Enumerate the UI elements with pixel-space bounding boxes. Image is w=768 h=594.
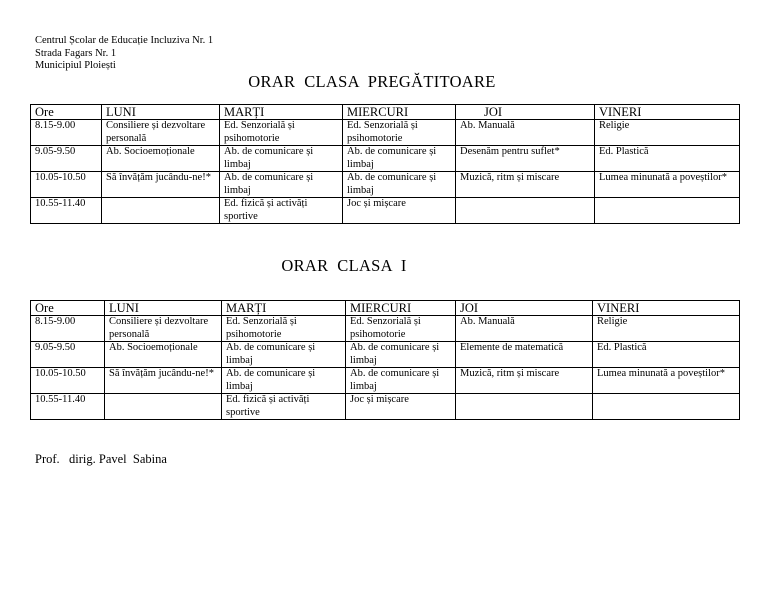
table-row bbox=[31, 198, 740, 224]
cell-thursday bbox=[456, 198, 595, 224]
cell-thursday: Elemente de matematică bbox=[456, 342, 593, 368]
cell-thursday: Desenăm pentru suflet* bbox=[456, 146, 595, 172]
column-header-thursday: JOI bbox=[456, 301, 593, 316]
cell-friday: Ed. Plastică bbox=[595, 146, 740, 172]
schedule-title-preparatory: ORAR CLASA PREGĂTITOARE bbox=[248, 72, 496, 91]
school-city: Municipiul Ploiești bbox=[35, 60, 116, 71]
cell-friday: Religie bbox=[593, 316, 740, 342]
table-row bbox=[31, 146, 740, 172]
cell-monday: Consiliere și dezvoltare personală bbox=[105, 316, 222, 342]
cell-tuesday: Ab. de comunicare și limbaj bbox=[222, 368, 346, 394]
table-row bbox=[31, 120, 740, 146]
cell-tuesday: Ed. Senzorială și psihomotorie bbox=[222, 316, 346, 342]
cell-hours: 10.55-11.40 bbox=[31, 198, 102, 224]
cell-wednesday: Joc și mișcare bbox=[346, 394, 456, 420]
cell-thursday bbox=[456, 394, 593, 420]
column-header-friday: VINERI bbox=[595, 105, 740, 120]
cell-monday: Să învățăm jucându-ne!* bbox=[105, 368, 222, 394]
table-row bbox=[31, 342, 740, 368]
cell-hours: 9.05-9.50 bbox=[31, 146, 102, 172]
cell-thursday: Muzică, ritm și miscare bbox=[456, 368, 593, 394]
cell-monday bbox=[105, 394, 222, 420]
cell-hours: 8.15-9.00 bbox=[31, 120, 102, 146]
school-header bbox=[35, 35, 213, 73]
cell-wednesday: Ab. de comunicare și limbaj bbox=[346, 368, 456, 394]
cell-tuesday: Ed. fizică și activăți sportive bbox=[222, 394, 346, 420]
cell-friday: Religie bbox=[595, 120, 740, 146]
cell-hours: 10.05-10.50 bbox=[31, 172, 102, 198]
cell-tuesday: Ab. de comunicare și limbaj bbox=[220, 146, 343, 172]
schedule-table-preparatory bbox=[30, 104, 740, 224]
table-row bbox=[31, 368, 740, 394]
cell-friday bbox=[595, 198, 740, 224]
table-row bbox=[31, 172, 740, 198]
cell-thursday: Ab. Manuală bbox=[456, 316, 593, 342]
table-row bbox=[31, 316, 740, 342]
cell-wednesday: Ed. Senzorială și psihomotorie bbox=[346, 316, 456, 342]
cell-tuesday: Ed. fizică și activăți sportive bbox=[220, 198, 343, 224]
column-header-wednesday: MIERCURI bbox=[346, 301, 456, 316]
cell-hours: 10.05-10.50 bbox=[31, 368, 105, 394]
column-header-hours: Ore bbox=[31, 301, 105, 316]
cell-hours: 9.05-9.50 bbox=[31, 342, 105, 368]
column-header-friday: VINERI bbox=[593, 301, 740, 316]
schedule-table-first-grade bbox=[30, 300, 740, 420]
column-header-wednesday: MIERCURI bbox=[343, 105, 456, 120]
table-header-row bbox=[31, 301, 740, 316]
cell-tuesday: Ab. de comunicare și limbaj bbox=[220, 172, 343, 198]
teacher-signature: Prof. dirig. Pavel Sabina bbox=[35, 452, 167, 466]
cell-monday: Ab. Socioemoționale bbox=[105, 342, 222, 368]
cell-tuesday: Ed. Senzorială și psihomotorie bbox=[220, 120, 343, 146]
cell-thursday: Muzică, ritm și miscare bbox=[456, 172, 595, 198]
cell-monday: Ab. Socioemoționale bbox=[102, 146, 220, 172]
cell-tuesday: Ab. de comunicare și limbaj bbox=[222, 342, 346, 368]
table-row bbox=[31, 394, 740, 420]
cell-thursday: Ab. Manuală bbox=[456, 120, 595, 146]
cell-monday: Consiliere și dezvoltare personală bbox=[102, 120, 220, 146]
cell-monday: Să învățăm jucându-ne!* bbox=[102, 172, 220, 198]
cell-hours: 8.15-9.00 bbox=[31, 316, 105, 342]
column-header-monday: LUNI bbox=[105, 301, 222, 316]
cell-friday: Ed. Plastică bbox=[593, 342, 740, 368]
cell-friday: Lumea minunată a poveștilor* bbox=[595, 172, 740, 198]
cell-wednesday: Ab. de comunicare și limbaj bbox=[343, 172, 456, 198]
column-header-tuesday: MARȚI bbox=[222, 301, 346, 316]
cell-wednesday: Ab. de comunicare și limbaj bbox=[343, 146, 456, 172]
column-header-tuesday: MARȚI bbox=[220, 105, 343, 120]
cell-monday bbox=[102, 198, 220, 224]
column-header-monday: LUNI bbox=[102, 105, 220, 120]
cell-wednesday: Ab. de comunicare și limbaj bbox=[346, 342, 456, 368]
cell-wednesday: Ed. Senzorială și psihomotorie bbox=[343, 120, 456, 146]
school-name: Centrul Școlar de Educație Incluziva Nr. 1 bbox=[35, 35, 214, 46]
cell-friday bbox=[593, 394, 740, 420]
cell-friday: Lumea minunată a poveștilor* bbox=[593, 368, 740, 394]
cell-wednesday: Joc și mișcare bbox=[343, 198, 456, 224]
table-header-row bbox=[31, 105, 740, 120]
column-header-thursday: JOI bbox=[456, 105, 595, 120]
schedule-title-first-grade: ORAR CLASA I bbox=[281, 256, 407, 275]
cell-hours: 10.55-11.40 bbox=[31, 394, 105, 420]
column-header-hours: Ore bbox=[31, 105, 102, 120]
school-street: Strada Fagars Nr. 1 bbox=[35, 47, 117, 59]
